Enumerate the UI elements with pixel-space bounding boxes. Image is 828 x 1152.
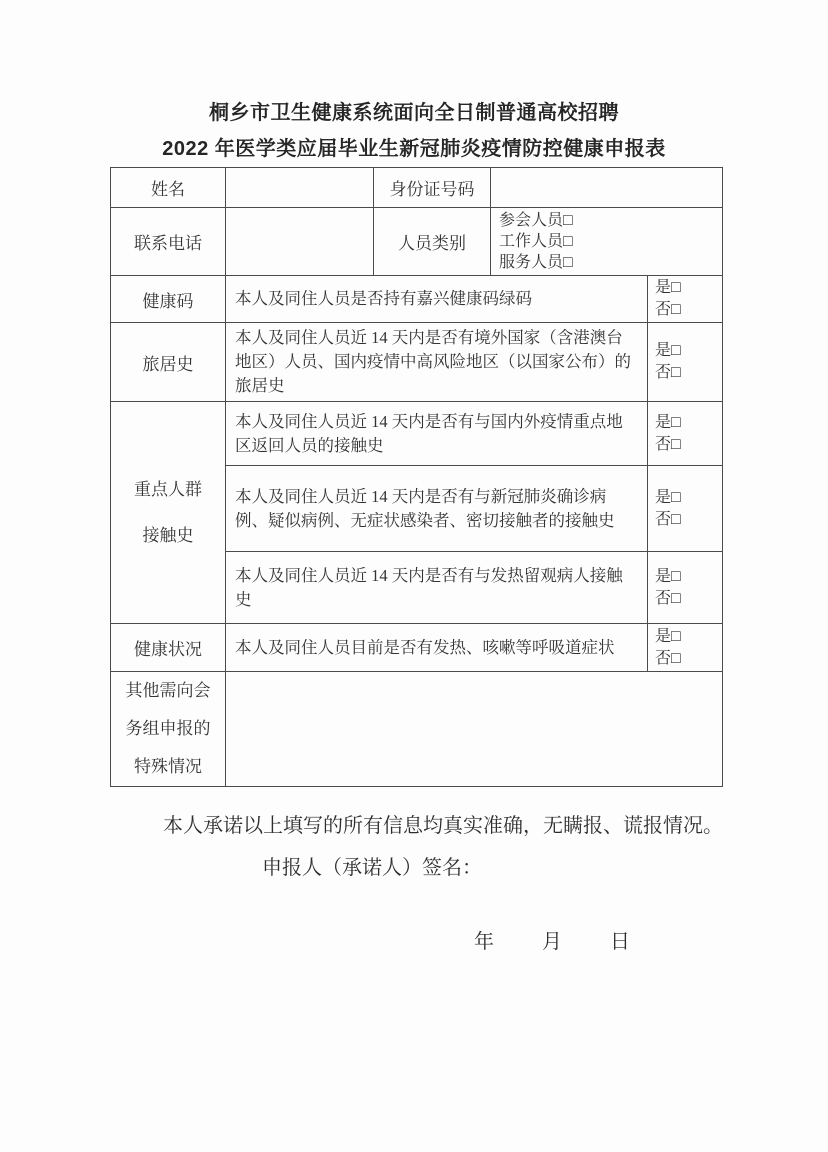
table-row <box>111 276 723 323</box>
contact1-question: 本人及同住人员近 14 天内是否有与国内外疫情重点地区返回人员的接触史 <box>226 402 648 466</box>
travel-history-yesno-cell <box>648 323 723 402</box>
option-staff-checkbox[interactable]: 工作人员□ <box>499 233 573 250</box>
no-checkbox[interactable]: 否□ <box>655 435 681 453</box>
travel-history-label: 旅居史 <box>111 323 226 402</box>
contact2-yesno-cell <box>648 466 723 552</box>
no-checkbox[interactable]: 否□ <box>655 510 681 528</box>
table-row <box>111 402 723 466</box>
option-attendee-checkbox[interactable]: 参会人员□ <box>499 212 573 229</box>
no-checkbox[interactable]: 否□ <box>655 364 681 381</box>
other-label-line3: 特殊情况 <box>134 757 202 776</box>
option-service-checkbox[interactable]: 服务人员□ <box>499 254 573 271</box>
form-title-line2: 2022 年医学类应届毕业生新冠肺炎疫情防控健康申报表 <box>162 138 666 160</box>
health-code-question: 本人及同住人员是否持有嘉兴健康码绿码 <box>226 276 648 323</box>
month-label: 月 <box>542 931 562 953</box>
no-checkbox[interactable]: 否□ <box>655 589 681 607</box>
person-type-label: 人员类别 <box>374 208 491 276</box>
form-title-line1: 桐乡市卫生健康系统面向全日制普通高校招聘 <box>209 102 619 124</box>
no-checkbox[interactable]: 否□ <box>655 301 681 318</box>
contact3-question: 本人及同住人员近 14 天内是否有与发热留观病人接触史 <box>226 552 648 624</box>
other-label-line2: 务组申报的 <box>125 719 211 738</box>
yes-checkbox[interactable]: 是□ <box>655 413 681 431</box>
contact-group-label-line1: 重点人群 <box>134 479 202 499</box>
contact-group-label <box>111 402 226 624</box>
no-checkbox[interactable]: 否□ <box>655 649 681 667</box>
health-status-label: 健康状况 <box>111 624 226 672</box>
other-situations-input-cell[interactable] <box>226 672 723 787</box>
yes-checkbox[interactable]: 是□ <box>655 488 681 506</box>
table-row <box>111 323 723 402</box>
table-row <box>111 208 723 276</box>
contact1-yesno-cell <box>648 402 723 466</box>
yes-checkbox[interactable]: 是□ <box>655 567 681 585</box>
table-row <box>111 168 723 208</box>
yes-checkbox[interactable]: 是□ <box>655 279 681 296</box>
travel-history-question: 本人及同住人员近 14 天内是否有境外国家（含港澳台地区）人员、国内疫情中高风险地区（以国家公布）的旅居史 <box>226 323 648 402</box>
yes-checkbox[interactable]: 是□ <box>655 342 681 359</box>
id-number-label: 身份证号码 <box>374 168 491 208</box>
name-input-cell[interactable] <box>226 168 374 208</box>
phone-input-cell[interactable] <box>226 208 374 276</box>
signature-label: 申报人（承诺人）签名： <box>262 857 482 879</box>
day-label: 日 <box>610 931 630 953</box>
contact3-yesno-cell <box>648 552 723 624</box>
phone-label: 联系电话 <box>111 208 226 276</box>
date-line <box>474 929 630 955</box>
health-status-question: 本人及同住人员目前是否有发热、咳嗽等呼吸道症状 <box>226 624 648 672</box>
other-situations-label <box>111 672 226 787</box>
id-number-input-cell[interactable] <box>491 168 723 208</box>
pledge-statement: 本人承诺以上填写的所有信息均真实准确，无瞒报、谎报情况。 <box>163 815 723 837</box>
name-label: 姓名 <box>111 168 226 208</box>
year-label: 年 <box>474 931 494 953</box>
table-row <box>111 672 723 787</box>
health-code-label: 健康码 <box>111 276 226 323</box>
contact2-question: 本人及同住人员近 14 天内是否有与新冠肺炎确诊病例、疑似病例、无症状感染者、密切接触者的接触史 <box>226 466 648 552</box>
declaration-table <box>110 167 723 787</box>
health-code-yesno-cell <box>648 276 723 323</box>
contact-group-label-line2: 接触史 <box>142 525 194 545</box>
other-label-line1: 其他需向会 <box>125 681 211 700</box>
table-row <box>111 624 723 672</box>
yes-checkbox[interactable]: 是□ <box>655 627 681 645</box>
person-type-options-cell <box>491 208 723 276</box>
health-status-yesno-cell <box>648 624 723 672</box>
